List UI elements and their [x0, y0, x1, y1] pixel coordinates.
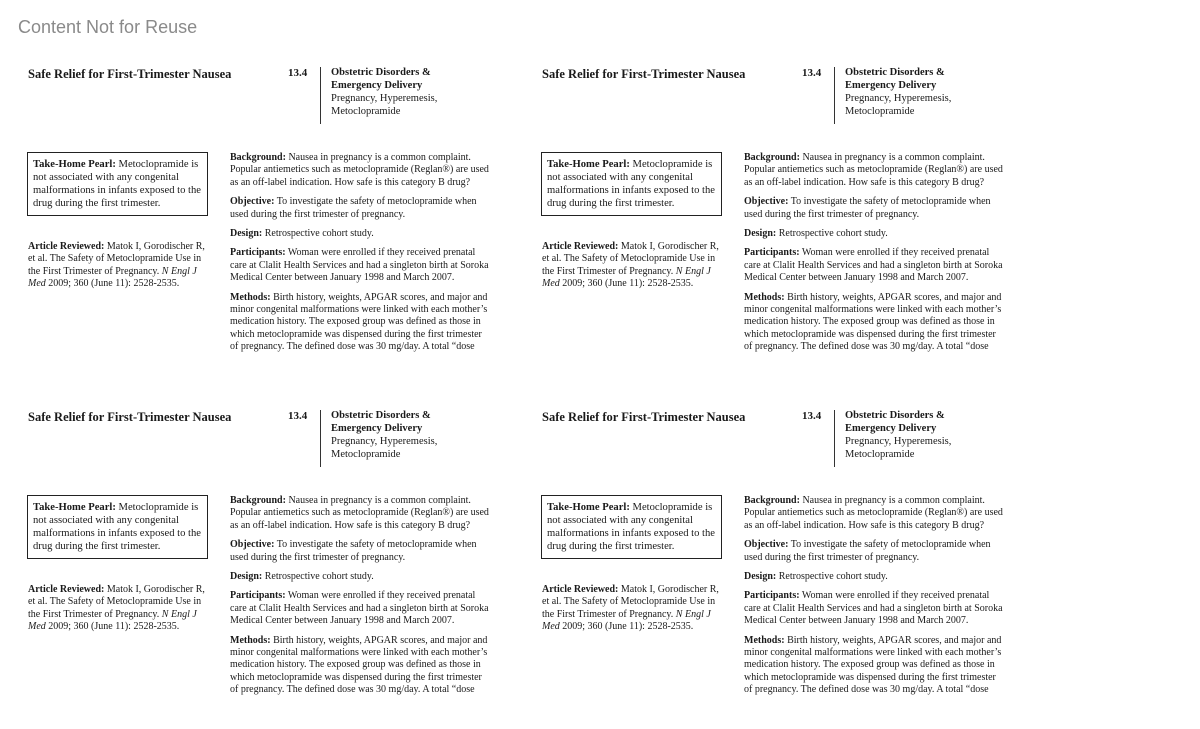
watermark: Content Not for Reuse	[18, 17, 198, 37]
chapter-name: Emergency Delivery	[331, 80, 423, 91]
article-journal: N Engl J Med	[28, 608, 197, 633]
article-label: Article Reviewed:	[542, 584, 619, 595]
article-reviewed	[542, 584, 726, 634]
take-home-pearl-box	[27, 495, 208, 559]
summary-card	[532, 61, 1012, 361]
methods-label: Methods:	[230, 634, 271, 646]
methods-text: Birth history, weights, APGAR scores, and major and minor congenital malformations were linked with each mother’s medication history. The exposed group was defined as those in which metoclopramide was dispensed during the first trimester of pregnancy. The defined dose was 30 mg/day. A total “dose	[744, 634, 1002, 696]
pearl-text: Metoclopramide is not associated with any congenital malformations in infants exposed to the drug during the first trimester.	[547, 159, 715, 209]
summary-card	[18, 61, 498, 361]
chapter-keywords: Pregnancy, Hyperemesis, Metoclopramide	[331, 93, 438, 117]
methods-text: Birth history, weights, APGAR scores, and major and minor congenital malformations were linked with each mother’s medication history. The exposed group was defined as those in which metoclopramide was dispensed during the first trimester of pregnancy. The defined dose was 30 mg/day. A total “dose	[230, 291, 488, 353]
article-citation: 2009; 360 (June 11): 2528-2535.	[562, 278, 694, 290]
divider	[320, 67, 321, 124]
objective-text: To investigate the safety of metoclopramide when used during the first trimester of pregnancy.	[744, 196, 991, 220]
chapter-name: Obstetric Disorders &	[845, 67, 945, 78]
participants-text: Woman were enrolled if they received prenatal care at Clalit Health Services and had a singleton birth at Soroka Medical Center between January 1998 and March 2007.	[744, 247, 1003, 284]
pearl-text: Metoclopramide is not associated with any congenital malformations in infants exposed to the drug during the first trimester.	[33, 502, 201, 552]
design-text: Retrospective cohort study.	[778, 571, 888, 583]
divider	[320, 410, 321, 467]
objective-text: To investigate the safety of metoclopramide when used during the first trimester of pregnancy.	[230, 539, 477, 563]
participants-label: Participants:	[744, 590, 800, 602]
chapter-header	[331, 409, 501, 461]
background-section	[230, 495, 492, 532]
pearl-label: Take-Home Pearl:	[547, 502, 630, 513]
design-label: Design:	[230, 228, 263, 240]
participants-label: Participants:	[230, 590, 286, 602]
participants-section	[744, 247, 1006, 284]
design-label: Design:	[744, 228, 777, 240]
design-text: Retrospective cohort study.	[264, 228, 374, 240]
methods-section	[230, 635, 492, 697]
objective-text: To investigate the safety of metoclopramide when used during the first trimester of pregnancy.	[744, 539, 991, 563]
design-section	[744, 571, 1006, 583]
chapter-name: Emergency Delivery	[845, 80, 937, 91]
article-journal: N Engl J Med	[542, 265, 711, 290]
card-title: Safe Relief for First-Trimester Nausea	[542, 67, 746, 81]
participants-text: Woman were enrolled if they received prenatal care at Clalit Health Services and had a singleton birth at Soroka Medical Center between January 1998 and March 2007.	[230, 247, 489, 284]
participants-section	[744, 590, 1006, 627]
article-label: Article Reviewed:	[28, 241, 105, 252]
pearl-label: Take-Home Pearl:	[33, 159, 116, 170]
objective-label: Objective:	[744, 196, 789, 208]
divider	[834, 67, 835, 124]
take-home-pearl-box	[541, 152, 722, 216]
pearl-text: Metoclopramide is not associated with any congenital malformations in infants exposed to the drug during the first trimester.	[33, 159, 201, 209]
objective-section	[230, 539, 492, 564]
chapter-header	[331, 66, 501, 118]
background-section	[744, 495, 1006, 532]
article-reviewed	[28, 241, 212, 291]
participants-label: Participants:	[744, 247, 800, 259]
chapter-keywords: Pregnancy, Hyperemesis, Metoclopramide	[331, 436, 438, 460]
design-text: Retrospective cohort study.	[778, 228, 888, 240]
article-text: Matok I, Gorodischer R, et al. The Safety of Metoclopramide Use in the First Trimester of Pregnancy.	[28, 241, 205, 277]
take-home-pearl-box	[27, 152, 208, 216]
methods-section	[744, 292, 1006, 354]
article-citation: 2009; 360 (June 11): 2528-2535.	[562, 621, 694, 633]
methods-section	[744, 635, 1006, 697]
article-text: Matok I, Gorodischer R, et al. The Safety of Metoclopramide Use in the First Trimester of Pregnancy.	[542, 241, 719, 277]
background-label: Background:	[230, 152, 286, 163]
chapter-number: 13.4	[802, 410, 822, 422]
design-text: Retrospective cohort study.	[264, 571, 374, 583]
methods-text: Birth history, weights, APGAR scores, and major and minor congenital malformations were linked with each mother’s medication history. The exposed group was defined as those in which metoclopramide was dispensed during the first trimester of pregnancy. The defined dose was 30 mg/day. A total “dose	[744, 291, 1002, 353]
article-reviewed	[28, 584, 212, 634]
article-reviewed	[542, 241, 726, 291]
pearl-text: Metoclopramide is not associated with any congenital malformations in infants exposed to the drug during the first trimester.	[547, 502, 715, 552]
objective-label: Objective:	[744, 539, 789, 551]
pearl-label: Take-Home Pearl:	[33, 502, 116, 513]
summary-card	[18, 404, 498, 704]
objective-section	[744, 196, 1006, 221]
card-title: Safe Relief for First-Trimester Nausea	[28, 410, 232, 424]
methods-text: Birth history, weights, APGAR scores, and major and minor congenital malformations were linked with each mother’s medication history. The exposed group was defined as those in which metoclopramide was dispensed during the first trimester of pregnancy. The defined dose was 30 mg/day. A total “dose	[230, 634, 488, 696]
design-label: Design:	[744, 571, 777, 583]
chapter-number: 13.4	[288, 67, 308, 79]
background-text: Nausea in pregnancy is a common complaint. Popular antiemetics such as metoclopramide (Reglan®) are used as an off-label indication. How safe is this category B drug?	[230, 152, 489, 188]
methods-section	[230, 292, 492, 354]
background-label: Background:	[744, 495, 800, 506]
chapter-number: 13.4	[288, 410, 308, 422]
objective-section	[744, 539, 1006, 564]
participants-label: Participants:	[230, 247, 286, 259]
chapter-name: Obstetric Disorders &	[331, 67, 431, 78]
chapter-header	[845, 66, 1015, 118]
pearl-label: Take-Home Pearl:	[547, 159, 630, 170]
background-label: Background:	[744, 152, 800, 163]
participants-section	[230, 247, 492, 284]
chapter-name: Emergency Delivery	[331, 423, 423, 434]
article-label: Article Reviewed:	[542, 241, 619, 252]
methods-label: Methods:	[230, 291, 271, 303]
background-label: Background:	[230, 495, 286, 506]
divider	[834, 410, 835, 467]
background-section	[230, 152, 492, 189]
objective-text: To investigate the safety of metoclopramide when used during the first trimester of pregnancy.	[230, 196, 477, 220]
summary-card	[532, 404, 1012, 704]
article-journal: N Engl J Med	[542, 608, 711, 633]
objective-label: Objective:	[230, 539, 275, 551]
article-text: Matok I, Gorodischer R, et al. The Safety of Metoclopramide Use in the First Trimester of Pregnancy.	[28, 584, 205, 620]
chapter-name: Obstetric Disorders &	[331, 410, 431, 421]
card-title: Safe Relief for First-Trimester Nausea	[542, 410, 746, 424]
study-summary	[230, 152, 492, 361]
background-section	[744, 152, 1006, 189]
methods-label: Methods:	[744, 291, 785, 303]
take-home-pearl-box	[541, 495, 722, 559]
article-journal: N Engl J Med	[28, 265, 197, 290]
chapter-keywords: Pregnancy, Hyperemesis, Metoclopramide	[845, 436, 952, 460]
study-summary	[744, 152, 1006, 361]
background-text: Nausea in pregnancy is a common complaint. Popular antiemetics such as metoclopramide (Reglan®) are used as an off-label indication. How safe is this category B drug?	[230, 495, 489, 531]
objective-section	[230, 196, 492, 221]
article-label: Article Reviewed:	[28, 584, 105, 595]
design-section	[230, 571, 492, 583]
chapter-keywords: Pregnancy, Hyperemesis, Metoclopramide	[845, 93, 952, 117]
background-text: Nausea in pregnancy is a common complaint. Popular antiemetics such as metoclopramide (Reglan®) are used as an off-label indication. How safe is this category B drug?	[744, 495, 1003, 531]
study-summary	[744, 495, 1006, 704]
methods-label: Methods:	[744, 634, 785, 646]
design-label: Design:	[230, 571, 263, 583]
background-text: Nausea in pregnancy is a common complaint. Popular antiemetics such as metoclopramide (Reglan®) are used as an off-label indication. How safe is this category B drug?	[744, 152, 1003, 188]
chapter-header	[845, 409, 1015, 461]
objective-label: Objective:	[230, 196, 275, 208]
study-summary	[230, 495, 492, 704]
design-section	[744, 228, 1006, 240]
article-citation: 2009; 360 (June 11): 2528-2535.	[48, 278, 180, 290]
card-title: Safe Relief for First-Trimester Nausea	[28, 67, 232, 81]
chapter-name: Obstetric Disorders &	[845, 410, 945, 421]
participants-text: Woman were enrolled if they received prenatal care at Clalit Health Services and had a singleton birth at Soroka Medical Center between January 1998 and March 2007.	[744, 590, 1003, 627]
design-section	[230, 228, 492, 240]
chapter-name: Emergency Delivery	[845, 423, 937, 434]
chapter-number: 13.4	[802, 67, 822, 79]
participants-text: Woman were enrolled if they received prenatal care at Clalit Health Services and had a singleton birth at Soroka Medical Center between January 1998 and March 2007.	[230, 590, 489, 627]
participants-section	[230, 590, 492, 627]
article-text: Matok I, Gorodischer R, et al. The Safety of Metoclopramide Use in the First Trimester of Pregnancy.	[542, 584, 719, 620]
article-citation: 2009; 360 (June 11): 2528-2535.	[48, 621, 180, 633]
